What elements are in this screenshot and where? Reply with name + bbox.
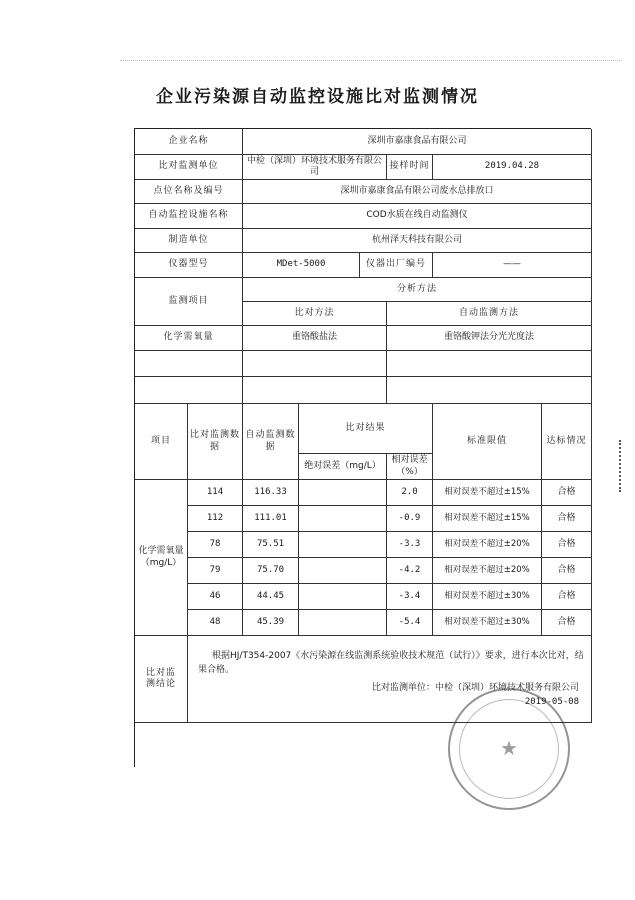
value-auto-method: 重铬酸钾法分光光度法 (387, 326, 592, 351)
auto-value: 111.01 (243, 506, 299, 532)
label-conclusion: 比对监测结论 (135, 636, 188, 723)
absolute-error (299, 584, 387, 610)
standard-limit: 相对误差不超过±20% (433, 532, 542, 558)
absolute-error (299, 480, 387, 506)
conclusion-signature (372, 682, 579, 709)
row-item-cod-unit: 化学需氧量（mg/L） (135, 480, 188, 636)
comparison-value: 48 (188, 610, 243, 636)
relative-error: -4.2 (387, 558, 433, 584)
compliance-status: 合格 (542, 532, 592, 558)
header-standard-limit: 标准限值 (433, 404, 542, 480)
comparison-value: 78 (188, 532, 243, 558)
standard-limit: 相对误差不超过±15% (433, 480, 542, 506)
value-monitoring-unit: 中检（深圳）环境技术服务有限公司 (243, 155, 387, 180)
value-model: MDet-5000 (243, 253, 360, 278)
empty-cell (243, 351, 387, 377)
standard-limit: 相对误差不超过±15% (433, 506, 542, 532)
empty-cell (135, 351, 243, 377)
value-outlet: 深圳市嘉康食品有限公司废水总排放口 (243, 180, 592, 204)
standard-limit: 相对误差不超过±20% (433, 558, 542, 584)
absolute-error (299, 506, 387, 532)
header-absolute-error: 绝对误差（mg/L） (299, 454, 387, 480)
label-outlet: 点位名称及编号 (135, 180, 243, 204)
comparison-value: 114 (188, 480, 243, 506)
value-manufacturer: 杭州泽天科技有限公司 (243, 229, 592, 253)
signature-date: 2019-05-08 (524, 696, 579, 707)
comparison-value: 112 (188, 506, 243, 532)
comparison-value: 46 (188, 584, 243, 610)
empty-cell (387, 351, 592, 377)
binding-edge-mark (619, 440, 631, 492)
conclusion-text: 根据HJ/T354-2007《水污染源在线监测系统验收技术规范（试行）》要求，进行本次比对，结果合格。 (198, 651, 584, 675)
header-item: 项目 (135, 404, 188, 480)
header-relative-error: 相对误差（%） (387, 454, 433, 480)
relative-error: -3.4 (387, 584, 433, 610)
comparison-table (134, 128, 591, 767)
absolute-error (299, 532, 387, 558)
compliance-status: 合格 (542, 610, 592, 636)
label-model: 仪器型号 (135, 253, 243, 278)
label-analysis-method: 分析方法 (243, 278, 592, 302)
label-serial: 仪器出厂编号 (360, 253, 433, 278)
comparison-value: 79 (188, 558, 243, 584)
value-facility: COD水质在线自动监测仪 (243, 204, 592, 229)
absolute-error (299, 558, 387, 584)
value-company-name: 深圳市嘉康食品有限公司 (243, 129, 592, 155)
label-cod: 化学需氧量 (135, 326, 243, 351)
compliance-status: 合格 (542, 480, 592, 506)
compliance-status: 合格 (542, 584, 592, 610)
auto-value: 44.45 (243, 584, 299, 610)
label-monitoring-item: 监测项目 (135, 278, 243, 326)
conclusion-block (188, 636, 592, 723)
signature-unit: 比对监测单位：中检（深圳）环境技术服务有限公司 (371, 683, 579, 693)
auto-value: 75.51 (243, 532, 299, 558)
relative-error: 2.0 (387, 480, 433, 506)
empty-cell (243, 377, 387, 404)
label-monitoring-unit: 比对监测单位 (135, 155, 243, 180)
standard-limit: 相对误差不超过±30% (433, 610, 542, 636)
empty-cell (387, 377, 592, 404)
page-edge-rule (120, 60, 620, 61)
label-auto-method: 自动监测方法 (387, 302, 592, 326)
header-comparison-result: 比对结果 (299, 404, 433, 454)
label-sampling-time: 接样时间 (387, 155, 433, 180)
official-seal-icon: ★ (448, 688, 570, 810)
relative-error: -3.3 (387, 532, 433, 558)
value-serial: —— (433, 253, 592, 278)
compliance-status: 合格 (542, 558, 592, 584)
auto-value: 45.39 (243, 610, 299, 636)
header-compliance: 达标情况 (542, 404, 592, 480)
compliance-status: 合格 (542, 506, 592, 532)
page-title: 企业污染源自动监控设施比对监测情况 (156, 87, 479, 107)
standard-limit: 相对误差不超过±30% (433, 584, 542, 610)
label-facility: 自动监控设施名称 (135, 204, 243, 229)
header-auto-data: 自动监测数据 (243, 404, 299, 480)
absolute-error (299, 610, 387, 636)
label-comparison-method: 比对方法 (243, 302, 387, 326)
header-comparison-data: 比对监测数据 (188, 404, 243, 480)
relative-error: -0.9 (387, 506, 433, 532)
value-sampling-time: 2019.04.28 (433, 155, 592, 180)
relative-error: -5.4 (387, 610, 433, 636)
auto-value: 75.70 (243, 558, 299, 584)
empty-cell (135, 377, 243, 404)
value-comparison-method: 重铬酸盐法 (243, 326, 387, 351)
label-company-name: 企业名称 (135, 129, 243, 155)
label-manufacturer: 制造单位 (135, 229, 243, 253)
auto-value: 116.33 (243, 480, 299, 506)
